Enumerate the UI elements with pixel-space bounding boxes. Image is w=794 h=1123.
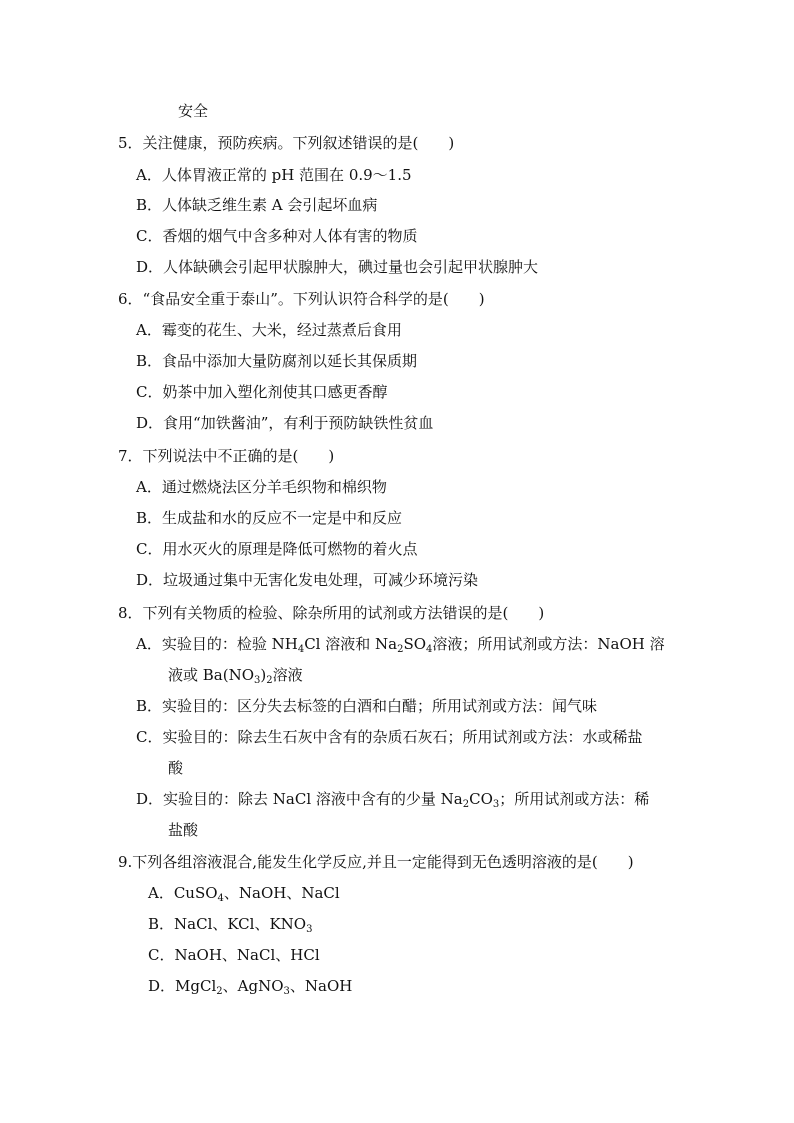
text-run: 溶液 bbox=[272, 666, 303, 684]
question-9-option-d bbox=[148, 976, 352, 996]
question-7-option-c: C．用水灭火的原理是降低可燃物的着火点 bbox=[136, 540, 418, 558]
question-8-option-a-line2 bbox=[168, 665, 303, 685]
subscript: 2 bbox=[397, 644, 404, 655]
text-run: D．实验目的：除去 NaCl 溶液中含有的少量 Na bbox=[136, 790, 463, 808]
question-9-option-c: C．NaOH、NaCl、HCl bbox=[148, 946, 320, 964]
text-run: 溶液；所用试剂或方法：NaOH 溶 bbox=[432, 635, 665, 653]
question-7-option-d: D．垃圾通过集中无害化发电处理，可减少环境污染 bbox=[136, 571, 479, 589]
question-8-option-b: B．实验目的：区分失去标签的白酒和白醋；所用试剂或方法：闻气味 bbox=[136, 697, 598, 715]
question-9-option-a bbox=[148, 883, 340, 903]
text-run: 、NaOH、NaCl bbox=[223, 884, 340, 902]
question-8-option-c-line2: 酸 bbox=[168, 759, 184, 777]
question-9-option-b bbox=[148, 914, 312, 934]
question-6-option-a: A．霉变的花生、大米，经过蒸煮后食用 bbox=[136, 321, 402, 339]
question-6-stem: 6．“食品安全重于泰山”。下列认识符合科学的是( ) bbox=[118, 290, 485, 308]
question-6-option-b: B．食品中添加大量防腐剂以延长其保质期 bbox=[136, 352, 418, 370]
question-8-option-d-line2: 盐酸 bbox=[168, 821, 199, 839]
question-5-option-a: A．人体胃液正常的 pH 范围在 0.9～1.5 bbox=[136, 166, 412, 184]
text-run: 液或 Ba(NO bbox=[168, 666, 255, 684]
text-run: D．MgCl bbox=[148, 977, 217, 995]
subscript: 2 bbox=[216, 986, 223, 997]
question-8-stem: 8．下列有关物质的检验、除杂所用的试剂或方法错误的是( ) bbox=[118, 604, 545, 622]
subscript: 2 bbox=[462, 799, 470, 810]
subscript: 2 bbox=[266, 675, 273, 686]
text-run: SO bbox=[403, 635, 427, 653]
subscript: 3 bbox=[254, 675, 261, 686]
question-7-option-a: A．通过燃烧法区分羊毛织物和棉织物 bbox=[136, 478, 387, 496]
question-7-stem: 7．下列说法中不正确的是( ) bbox=[118, 447, 335, 465]
subscript: 4 bbox=[217, 893, 224, 904]
text-run: Cl 溶液和 Na bbox=[304, 635, 398, 653]
question-5-option-b: B．人体缺乏维生素 A 会引起坏血病 bbox=[136, 196, 378, 214]
text-run: A．实验目的：检验 NH bbox=[136, 635, 298, 653]
question-5-option-d: D．人体缺碘会引起甲状腺肿大，碘过量也会引起甲状腺肿大 bbox=[136, 258, 539, 276]
text-run: 、NaOH bbox=[289, 977, 353, 995]
question-8-option-a-line1 bbox=[136, 634, 665, 654]
question-8-option-d-line1 bbox=[136, 789, 649, 809]
question-5-option-c: C．香烟的烟气中含多种对人体有害的物质 bbox=[136, 227, 418, 245]
text-run: B．NaCl、KCl、KNO bbox=[148, 915, 307, 933]
text-run: CO bbox=[469, 790, 493, 808]
question-5-stem: 5．关注健康，预防疾病。下列叙述错误的是( ) bbox=[118, 134, 455, 152]
question-6-option-c: C．奶茶中加入塑化剂使其口感更香醇 bbox=[136, 383, 388, 401]
text-run: A．CuSO bbox=[148, 884, 218, 902]
question-9-stem: 9.下列各组溶液混合,能发生化学反应,并且一定能得到无色透明溶液的是( ) bbox=[118, 853, 634, 871]
subscript: 3 bbox=[492, 799, 500, 810]
subscript: 3 bbox=[283, 986, 290, 997]
subscript: 3 bbox=[306, 924, 313, 935]
text-run: ；所用试剂或方法：稀 bbox=[499, 790, 650, 808]
text-run: 、AgNO bbox=[222, 977, 284, 995]
question-7-option-b: B．生成盐和水的反应不一定是中和反应 bbox=[136, 509, 403, 527]
carryover-text: 安全 bbox=[178, 102, 209, 120]
question-8-option-c-line1: C．实验目的：除去生石灰中含有的杂质石灰石；所用试剂或方法：水或稀盐 bbox=[136, 728, 643, 746]
question-6-option-d: D．食用“加铁酱油”，有利于预防缺铁性贫血 bbox=[136, 414, 434, 432]
subscript: 4 bbox=[426, 644, 433, 655]
subscript: 4 bbox=[297, 644, 305, 655]
text-run: ) bbox=[260, 666, 267, 684]
